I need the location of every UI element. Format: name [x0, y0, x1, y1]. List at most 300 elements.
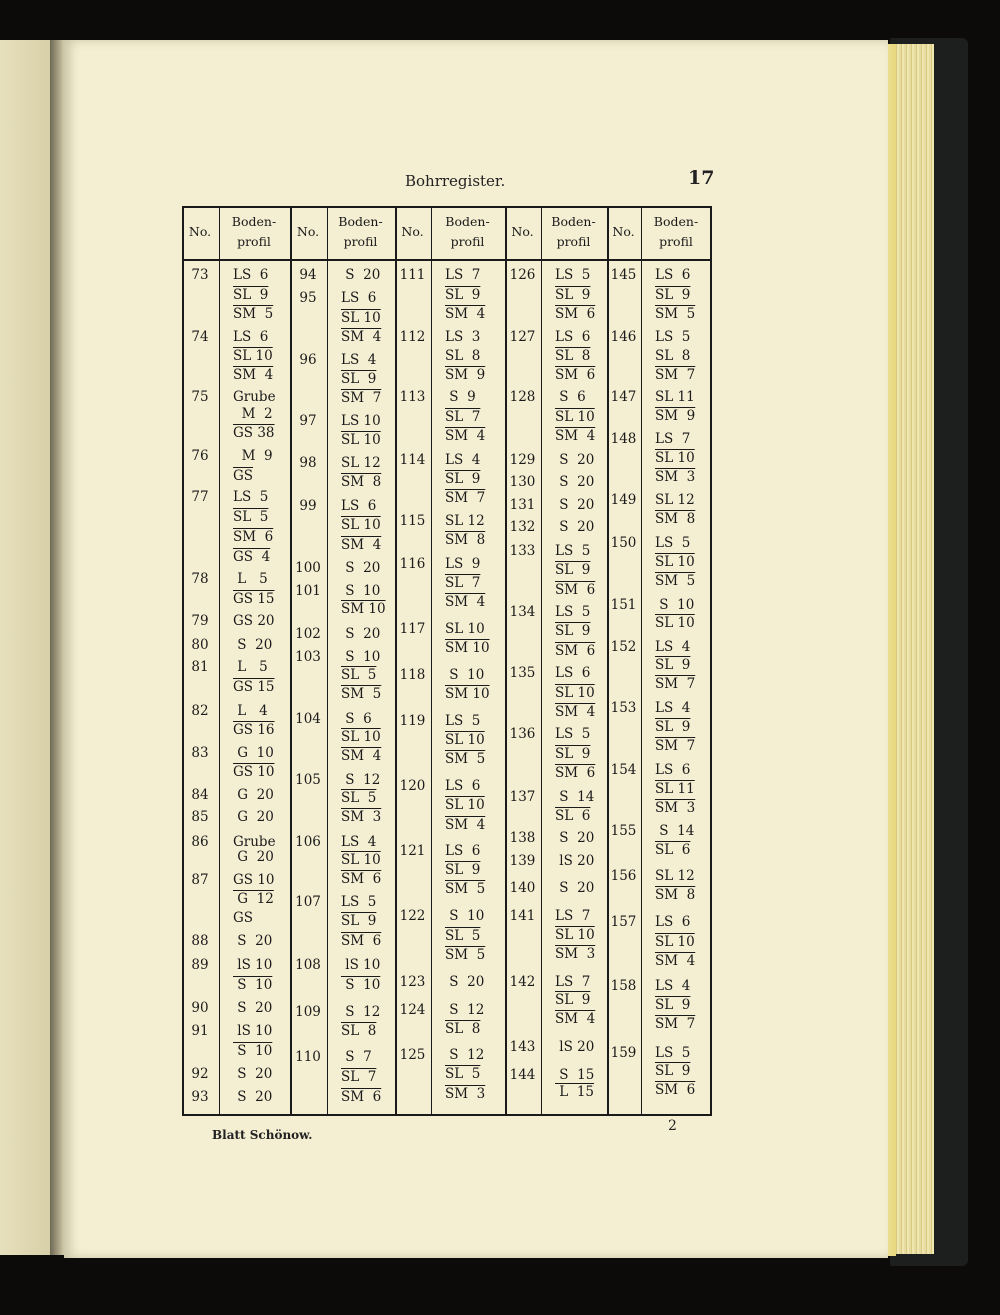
- soil-profile-entry: SL 7: [445, 409, 481, 425]
- soil-profile-entry: GS 10: [233, 872, 275, 888]
- soil-profile-entry: LS 4: [655, 639, 691, 655]
- soil-profile-entry: LS 5: [341, 894, 377, 910]
- soil-profile-entry: GS 15: [233, 679, 275, 695]
- header-profile: Boden- profil: [653, 213, 699, 249]
- bore-number: 131: [509, 497, 536, 513]
- bore-number: 158: [610, 978, 637, 994]
- soil-profile-entry: SM 4: [341, 748, 382, 764]
- soil-profile-entry: Grube: [233, 834, 276, 850]
- soil-profile-entry: SM 6: [341, 1089, 382, 1105]
- soil-profile-entry: SL 9: [555, 287, 591, 303]
- bore-number: 102: [295, 626, 321, 642]
- soil-profile-entry: SL 9: [655, 657, 691, 673]
- soil-profile-entry: SM 8: [445, 532, 486, 548]
- bore-number: 119: [399, 713, 426, 729]
- soil-profile-entry: GS: [233, 910, 254, 926]
- soil-profile-entry: SM 6: [233, 529, 274, 545]
- soil-profile-entry: GS 16: [233, 722, 275, 738]
- soil-profile-entry: SM 5: [445, 751, 486, 767]
- soil-profile-entry: SL 11: [655, 781, 695, 797]
- soil-profile-entry: GS 20: [233, 613, 275, 629]
- bore-number: 80: [191, 637, 209, 653]
- bore-number: 127: [509, 329, 536, 345]
- bore-number: 98: [299, 455, 317, 471]
- bore-number: 122: [399, 908, 426, 924]
- soil-profile-entry: SM 3: [555, 946, 596, 962]
- soil-profile-entry: SM 8: [655, 887, 696, 903]
- soil-profile-entry: SL 10: [555, 927, 595, 943]
- header-no: No.: [296, 223, 320, 239]
- bore-number: 142: [509, 974, 536, 990]
- bore-number: 108: [295, 957, 321, 973]
- bore-number: 91: [191, 1023, 209, 1039]
- soil-profile-entry: S 20: [555, 519, 595, 535]
- soil-profile-entry: lS 20: [555, 1039, 595, 1055]
- bore-number: 124: [399, 1002, 426, 1018]
- soil-profile-entry: SM 9: [445, 367, 486, 383]
- soil-profile-entry: GS 4: [233, 549, 271, 565]
- soil-profile-entry: LS 7: [655, 431, 691, 447]
- soil-profile-entry: SM 4: [445, 817, 486, 833]
- bore-number: 154: [610, 762, 637, 778]
- soil-profile-entry: LS 4: [655, 700, 691, 716]
- soil-profile-entry: SL 10: [555, 409, 595, 425]
- soil-profile-entry: S 10: [233, 977, 273, 993]
- bore-number: 92: [191, 1066, 209, 1082]
- bore-number: 141: [509, 908, 536, 924]
- page-number: 17: [688, 167, 715, 189]
- bore-number: 151: [610, 597, 637, 613]
- soil-profile-entry: SM 10: [445, 640, 490, 656]
- soil-profile-entry: SL 5: [445, 928, 481, 944]
- bore-number: 111: [399, 267, 426, 283]
- soil-profile-entry: SM 6: [555, 582, 596, 598]
- soil-profile-entry: S 7: [341, 1049, 372, 1065]
- soil-profile-entry: SM 7: [655, 1016, 696, 1032]
- soil-profile-entry: SL 10: [445, 621, 485, 637]
- bore-number: 156: [610, 868, 637, 884]
- soil-profile-entry: LS 4: [341, 834, 377, 850]
- soil-profile-entry: S 12: [445, 1002, 485, 1018]
- soil-profile-entry: LS 6: [655, 762, 691, 778]
- bore-number: 82: [191, 703, 209, 719]
- soil-profile-entry: G 20: [233, 787, 274, 803]
- soil-profile-entry: lS 10: [233, 1023, 273, 1039]
- soil-profile-entry: SL 6: [555, 808, 591, 824]
- soil-profile-entry: LS 9: [445, 556, 481, 572]
- soil-profile-entry: SL 5: [233, 509, 269, 525]
- soil-profile-entry: LS 5: [555, 604, 591, 620]
- header-no: No.: [188, 223, 212, 239]
- soil-profile-entry: S 20: [341, 626, 381, 642]
- bore-number: 129: [509, 452, 536, 468]
- soil-profile-entry: LS 4: [341, 352, 377, 368]
- bore-number: 135: [509, 665, 536, 681]
- soil-profile-entry: G 12: [233, 891, 274, 907]
- soil-profile-entry: SL 9: [445, 287, 481, 303]
- soil-profile-entry: SL 10: [445, 797, 485, 813]
- bore-number: 100: [295, 560, 321, 576]
- soil-profile-entry: SL 12: [341, 455, 381, 471]
- soil-profile-entry: SM 6: [555, 643, 596, 659]
- soil-profile-entry: SL 10: [655, 450, 695, 466]
- soil-profile-entry: Grube: [233, 389, 276, 405]
- soil-profile-entry: S 14: [655, 823, 695, 839]
- soil-profile-entry: SL 5: [445, 1066, 481, 1082]
- soil-profile-entry: S 10: [341, 977, 381, 993]
- soil-profile-entry: SL 9: [555, 623, 591, 639]
- soil-profile-entry: S 9: [445, 389, 476, 405]
- soil-profile-entry: S 10: [233, 1043, 273, 1059]
- soil-profile-entry: G 10: [233, 745, 274, 761]
- soil-profile-entry: S 10: [341, 583, 381, 599]
- soil-profile-entry: L 5: [233, 659, 268, 675]
- soil-profile-entry: LS 6: [341, 290, 377, 306]
- soil-profile-entry: S 20: [555, 474, 595, 490]
- soil-profile-entry: S 20: [233, 637, 273, 653]
- bore-number: 116: [399, 556, 426, 572]
- bore-number: 73: [191, 267, 209, 283]
- soil-profile-entry: SM 7: [445, 490, 486, 506]
- soil-profile-entry: SL 6: [655, 842, 691, 858]
- soil-profile-entry: $\overline{GS}$: [233, 468, 254, 484]
- soil-profile-entry: S 12: [341, 1004, 381, 1020]
- soil-profile-entry: lS 10: [233, 957, 273, 973]
- soil-profile-entry: SM 5: [655, 573, 696, 589]
- soil-profile-entry: SM 3: [655, 469, 696, 485]
- soil-profile-entry: SM 4: [445, 306, 486, 322]
- soil-profile-entry: S 20: [233, 933, 273, 949]
- bore-number: 81: [191, 659, 209, 675]
- soil-profile-entry: SL 9: [655, 997, 691, 1013]
- bore-number: 113: [399, 389, 426, 405]
- soil-profile-entry: SM 6: [555, 306, 596, 322]
- bore-number: 79: [191, 613, 209, 629]
- soil-profile-entry: SM 6: [555, 367, 596, 383]
- bore-number: 106: [295, 834, 321, 850]
- soil-profile-entry: SL 10: [341, 432, 381, 448]
- soil-profile-entry: S 20: [233, 1089, 273, 1105]
- soil-profile-entry: LS 7: [555, 974, 591, 990]
- bore-number: 137: [509, 789, 536, 805]
- soil-profile-entry: SM 4: [341, 537, 382, 553]
- soil-profile-entry: SM 7: [341, 390, 382, 406]
- soil-profile-entry: GS 10: [233, 764, 275, 780]
- soil-profile-entry: SL 10: [655, 615, 695, 631]
- soil-profile-entry: SL 9: [555, 746, 591, 762]
- soil-profile-entry: S 20: [445, 974, 485, 990]
- soil-profile-entry: LS 6: [233, 329, 269, 345]
- soil-profile-entry: SM 3: [445, 1086, 486, 1102]
- soil-profile-entry: LS 3: [445, 329, 481, 345]
- bore-number: 155: [610, 823, 637, 839]
- soil-profile-entry: SM 4: [445, 594, 486, 610]
- bore-number: 128: [509, 389, 536, 405]
- soil-profile-entry: S 6: [341, 711, 372, 727]
- soil-profile-entry: SL 12: [655, 492, 695, 508]
- soil-profile-entry: LS 5: [655, 535, 691, 551]
- soil-profile-entry: SM 4: [655, 953, 696, 969]
- bore-number: 114: [399, 452, 426, 468]
- bore-number: 132: [509, 519, 536, 535]
- bore-number: 140: [509, 880, 536, 896]
- header-profile: Boden- profil: [231, 213, 277, 249]
- left-page: [0, 40, 54, 1255]
- bore-number: 74: [191, 329, 209, 345]
- bore-number: 133: [509, 543, 536, 559]
- bore-number: 90: [191, 1000, 209, 1016]
- header-no: No.: [401, 223, 424, 239]
- bore-number: 149: [610, 492, 637, 508]
- soil-profile-entry: LS 6: [555, 665, 591, 681]
- soil-profile-entry: S 6: [555, 389, 586, 405]
- soil-profile-entry: SL 10: [341, 517, 381, 533]
- soil-profile-entry: SM 8: [655, 511, 696, 527]
- soil-profile-entry: LS 6: [655, 267, 691, 283]
- soil-profile-entry: SM 6: [341, 933, 382, 949]
- bore-number: 130: [509, 474, 536, 490]
- bore-number: 115: [399, 513, 426, 529]
- soil-profile-entry: SL 8: [341, 1023, 377, 1039]
- bore-number: 112: [399, 329, 426, 345]
- soil-profile-entry: SL 8: [655, 348, 691, 364]
- soil-profile-entry: M 9: [233, 448, 273, 464]
- soil-profile-entry: SL 9: [341, 913, 377, 929]
- header-profile: Boden- profil: [551, 213, 596, 249]
- bore-number: 103: [295, 649, 321, 665]
- soil-profile-entry: LS 5: [655, 329, 691, 345]
- bore-number: 96: [299, 352, 317, 368]
- soil-profile-entry: SM 10: [341, 601, 386, 617]
- soil-profile-entry: LS 6: [445, 843, 481, 859]
- soil-profile-entry: SM 4: [555, 428, 596, 444]
- soil-profile-entry: SL 10: [445, 732, 485, 748]
- soil-profile-entry: LS 6: [655, 914, 691, 930]
- soil-profile-entry: SL 9: [233, 287, 269, 303]
- soil-profile-entry: SM 5: [233, 306, 274, 322]
- bore-number: 118: [399, 667, 426, 683]
- soil-profile-entry: SL 12: [655, 868, 695, 884]
- bore-number: 117: [399, 621, 426, 637]
- soil-profile-entry: SM 3: [341, 809, 382, 825]
- soil-profile-entry: SL 10: [655, 554, 695, 570]
- soil-profile-entry: SM 4: [233, 367, 274, 383]
- soil-profile-entry: SL 10: [555, 685, 595, 701]
- soil-profile-entry: LS 4: [445, 452, 481, 468]
- soil-profile-entry: LS 6: [341, 498, 377, 514]
- soil-profile-entry: SL 9: [655, 287, 691, 303]
- soil-profile-entry: LS 5: [445, 713, 481, 729]
- bore-number: 139: [509, 853, 536, 869]
- bore-number: 86: [191, 834, 209, 850]
- soil-profile-entry: G 20: [233, 809, 274, 825]
- soil-profile-entry: SL 8: [555, 348, 591, 364]
- soil-profile-entry: SL 9: [445, 862, 481, 878]
- bore-number: 101: [295, 583, 321, 599]
- soil-profile-entry: S 12: [341, 772, 381, 788]
- soil-profile-entry: LS 4: [655, 978, 691, 994]
- bore-number: 148: [610, 431, 637, 447]
- soil-profile-entry: M 2: [233, 406, 273, 422]
- bore-number: 143: [509, 1039, 536, 1055]
- soil-profile-entry: SL 10: [341, 310, 381, 326]
- bore-number: 152: [610, 639, 637, 655]
- header-profile: Boden- profil: [338, 213, 383, 249]
- soil-profile-entry: S 14: [555, 789, 595, 805]
- bore-number: 144: [509, 1067, 536, 1083]
- bore-number: 99: [299, 498, 317, 514]
- bore-number: 153: [610, 700, 637, 716]
- soil-profile-entry: SM 4: [555, 1011, 596, 1027]
- soil-profile-entry: L 4: [233, 703, 268, 719]
- soil-profile-entry: SM 4: [555, 704, 596, 720]
- bore-number: 95: [299, 290, 317, 306]
- bore-number: 78: [191, 571, 209, 587]
- soil-profile-entry: SM 10: [445, 686, 490, 702]
- bore-number: 87: [191, 872, 209, 888]
- soil-profile-entry: SL 9: [655, 1063, 691, 1079]
- soil-profile-entry: SL 10: [655, 934, 695, 950]
- bore-number: 84: [191, 787, 209, 803]
- soil-profile-entry: SM 8: [341, 474, 382, 490]
- soil-profile-entry: LS 6: [445, 778, 481, 794]
- bore-number: 147: [610, 389, 637, 405]
- bore-number: 83: [191, 745, 209, 761]
- bore-number: 75: [191, 389, 209, 405]
- soil-profile-entry: SM 6: [341, 871, 382, 887]
- soil-profile-entry: SL 9: [655, 719, 691, 735]
- soil-profile-entry: S 10: [341, 649, 381, 665]
- soil-profile-entry: SM 7: [655, 367, 696, 383]
- soil-profile-entry: LS 6: [555, 329, 591, 345]
- soil-profile-entry: SL 5: [341, 667, 377, 683]
- soil-profile-entry: S 20: [341, 267, 381, 283]
- soil-profile-entry: SL 10: [233, 348, 273, 364]
- soil-profile-entry: GS 38: [233, 425, 275, 441]
- bore-number: 94: [299, 267, 317, 283]
- soil-profile-entry: S 20: [341, 560, 381, 576]
- bore-number: 138: [509, 830, 536, 846]
- soil-profile-entry: lS 20: [555, 853, 595, 869]
- soil-profile-entry: GS 15: [233, 591, 275, 607]
- soil-profile-entry: LS 5: [555, 726, 591, 742]
- bore-number: 77: [191, 489, 209, 505]
- soil-profile-entry: SM 9: [655, 408, 696, 424]
- soil-profile-entry: SM 5: [341, 686, 382, 702]
- soil-profile-entry: LS 10: [341, 413, 381, 429]
- soil-profile-entry: LS 5: [555, 267, 591, 283]
- signature-mark: 2: [668, 1118, 677, 1134]
- bore-number: 88: [191, 933, 209, 949]
- bore-number: 123: [399, 974, 426, 990]
- bore-number: 159: [610, 1045, 637, 1061]
- soil-profile-entry: SL 10: [341, 852, 381, 868]
- soil-profile-entry: SL 8: [445, 348, 481, 364]
- header-no: No.: [511, 223, 534, 239]
- soil-profile-entry: S 12: [445, 1047, 485, 1063]
- soil-profile-entry: SL 9: [341, 371, 377, 387]
- soil-profile-entry: SM 4: [341, 329, 382, 345]
- soil-profile-entry: SL 10: [341, 729, 381, 745]
- soil-profile-entry: SM 4: [445, 428, 486, 444]
- soil-profile-entry: SL 9: [445, 471, 481, 487]
- soil-profile-entry: LS 6: [233, 267, 269, 283]
- bore-number: 150: [610, 535, 637, 551]
- soil-profile-entry: S 20: [555, 497, 595, 513]
- soil-profile-entry: SL 9: [555, 562, 591, 578]
- running-title: Bohrregister.: [405, 172, 506, 190]
- soil-profile-entry: S 20: [555, 452, 595, 468]
- soil-profile-entry: S 20: [233, 1000, 273, 1016]
- soil-profile-entry: S 15: [555, 1067, 595, 1083]
- soil-profile-entry: SL 11: [655, 389, 695, 405]
- bore-number: 157: [610, 914, 637, 930]
- bore-number: 121: [399, 843, 426, 859]
- soil-profile-entry: SL 9: [555, 992, 591, 1008]
- soil-profile-entry: L 15: [555, 1084, 595, 1100]
- soil-profile-entry: SM 6: [655, 1082, 696, 1098]
- soil-profile-entry: S 10: [655, 597, 695, 613]
- soil-profile-entry: S 20: [555, 880, 595, 896]
- bore-number: 145: [610, 267, 637, 283]
- soil-profile-entry: SL 5: [341, 790, 377, 806]
- soil-profile-entry: SL 12: [445, 513, 485, 529]
- bore-number: 136: [509, 726, 536, 742]
- header-no: No.: [612, 223, 635, 239]
- soil-profile-entry: SM 3: [655, 800, 696, 816]
- bore-number: 107: [295, 894, 321, 910]
- bore-number: 104: [295, 711, 321, 727]
- bore-number: 97: [299, 413, 317, 429]
- header-profile: Boden- profil: [445, 213, 490, 249]
- soil-profile-entry: S 10: [445, 908, 485, 924]
- bore-number: 109: [295, 1004, 321, 1020]
- bore-number: 93: [191, 1089, 209, 1105]
- soil-profile-entry: lS 10: [341, 957, 381, 973]
- soil-profile-entry: LS 5: [655, 1045, 691, 1061]
- soil-profile-entry: SL 7: [445, 575, 481, 591]
- soil-profile-entry: SM 7: [655, 738, 696, 754]
- bore-number: 110: [295, 1049, 321, 1065]
- soil-profile-entry: S 10: [445, 667, 485, 683]
- bore-number: 76: [191, 448, 209, 464]
- soil-profile-entry: LS 5: [555, 543, 591, 559]
- soil-profile-entry: S 20: [233, 1066, 273, 1082]
- soil-profile-entry: SM 5: [445, 881, 486, 897]
- bore-number: 146: [610, 329, 637, 345]
- bore-number: 134: [509, 604, 536, 620]
- soil-profile-entry: SM 5: [445, 947, 486, 963]
- soil-profile-entry: SM 5: [655, 306, 696, 322]
- soil-profile-entry: S 20: [555, 830, 595, 846]
- soil-profile-entry: SL 7: [341, 1069, 377, 1085]
- bore-number: 89: [191, 957, 209, 973]
- soil-profile-entry: LS 5: [233, 489, 269, 505]
- soil-profile-entry: L 5: [233, 571, 268, 587]
- bore-number: 125: [399, 1047, 426, 1063]
- soil-profile-entry: SL 8: [445, 1021, 481, 1037]
- bore-number: 105: [295, 772, 321, 788]
- soil-profile-entry: LS 7: [445, 267, 481, 283]
- bore-number: 85: [191, 809, 209, 825]
- bore-number: 120: [399, 778, 426, 794]
- soil-profile-entry: SM 6: [555, 765, 596, 781]
- sheet-label: Blatt Schönow.: [212, 1128, 313, 1142]
- soil-profile-entry: LS 7: [555, 908, 591, 924]
- soil-profile-entry: G 20: [233, 849, 274, 865]
- soil-profile-entry: SM 7: [655, 676, 696, 692]
- bore-number: 126: [509, 267, 536, 283]
